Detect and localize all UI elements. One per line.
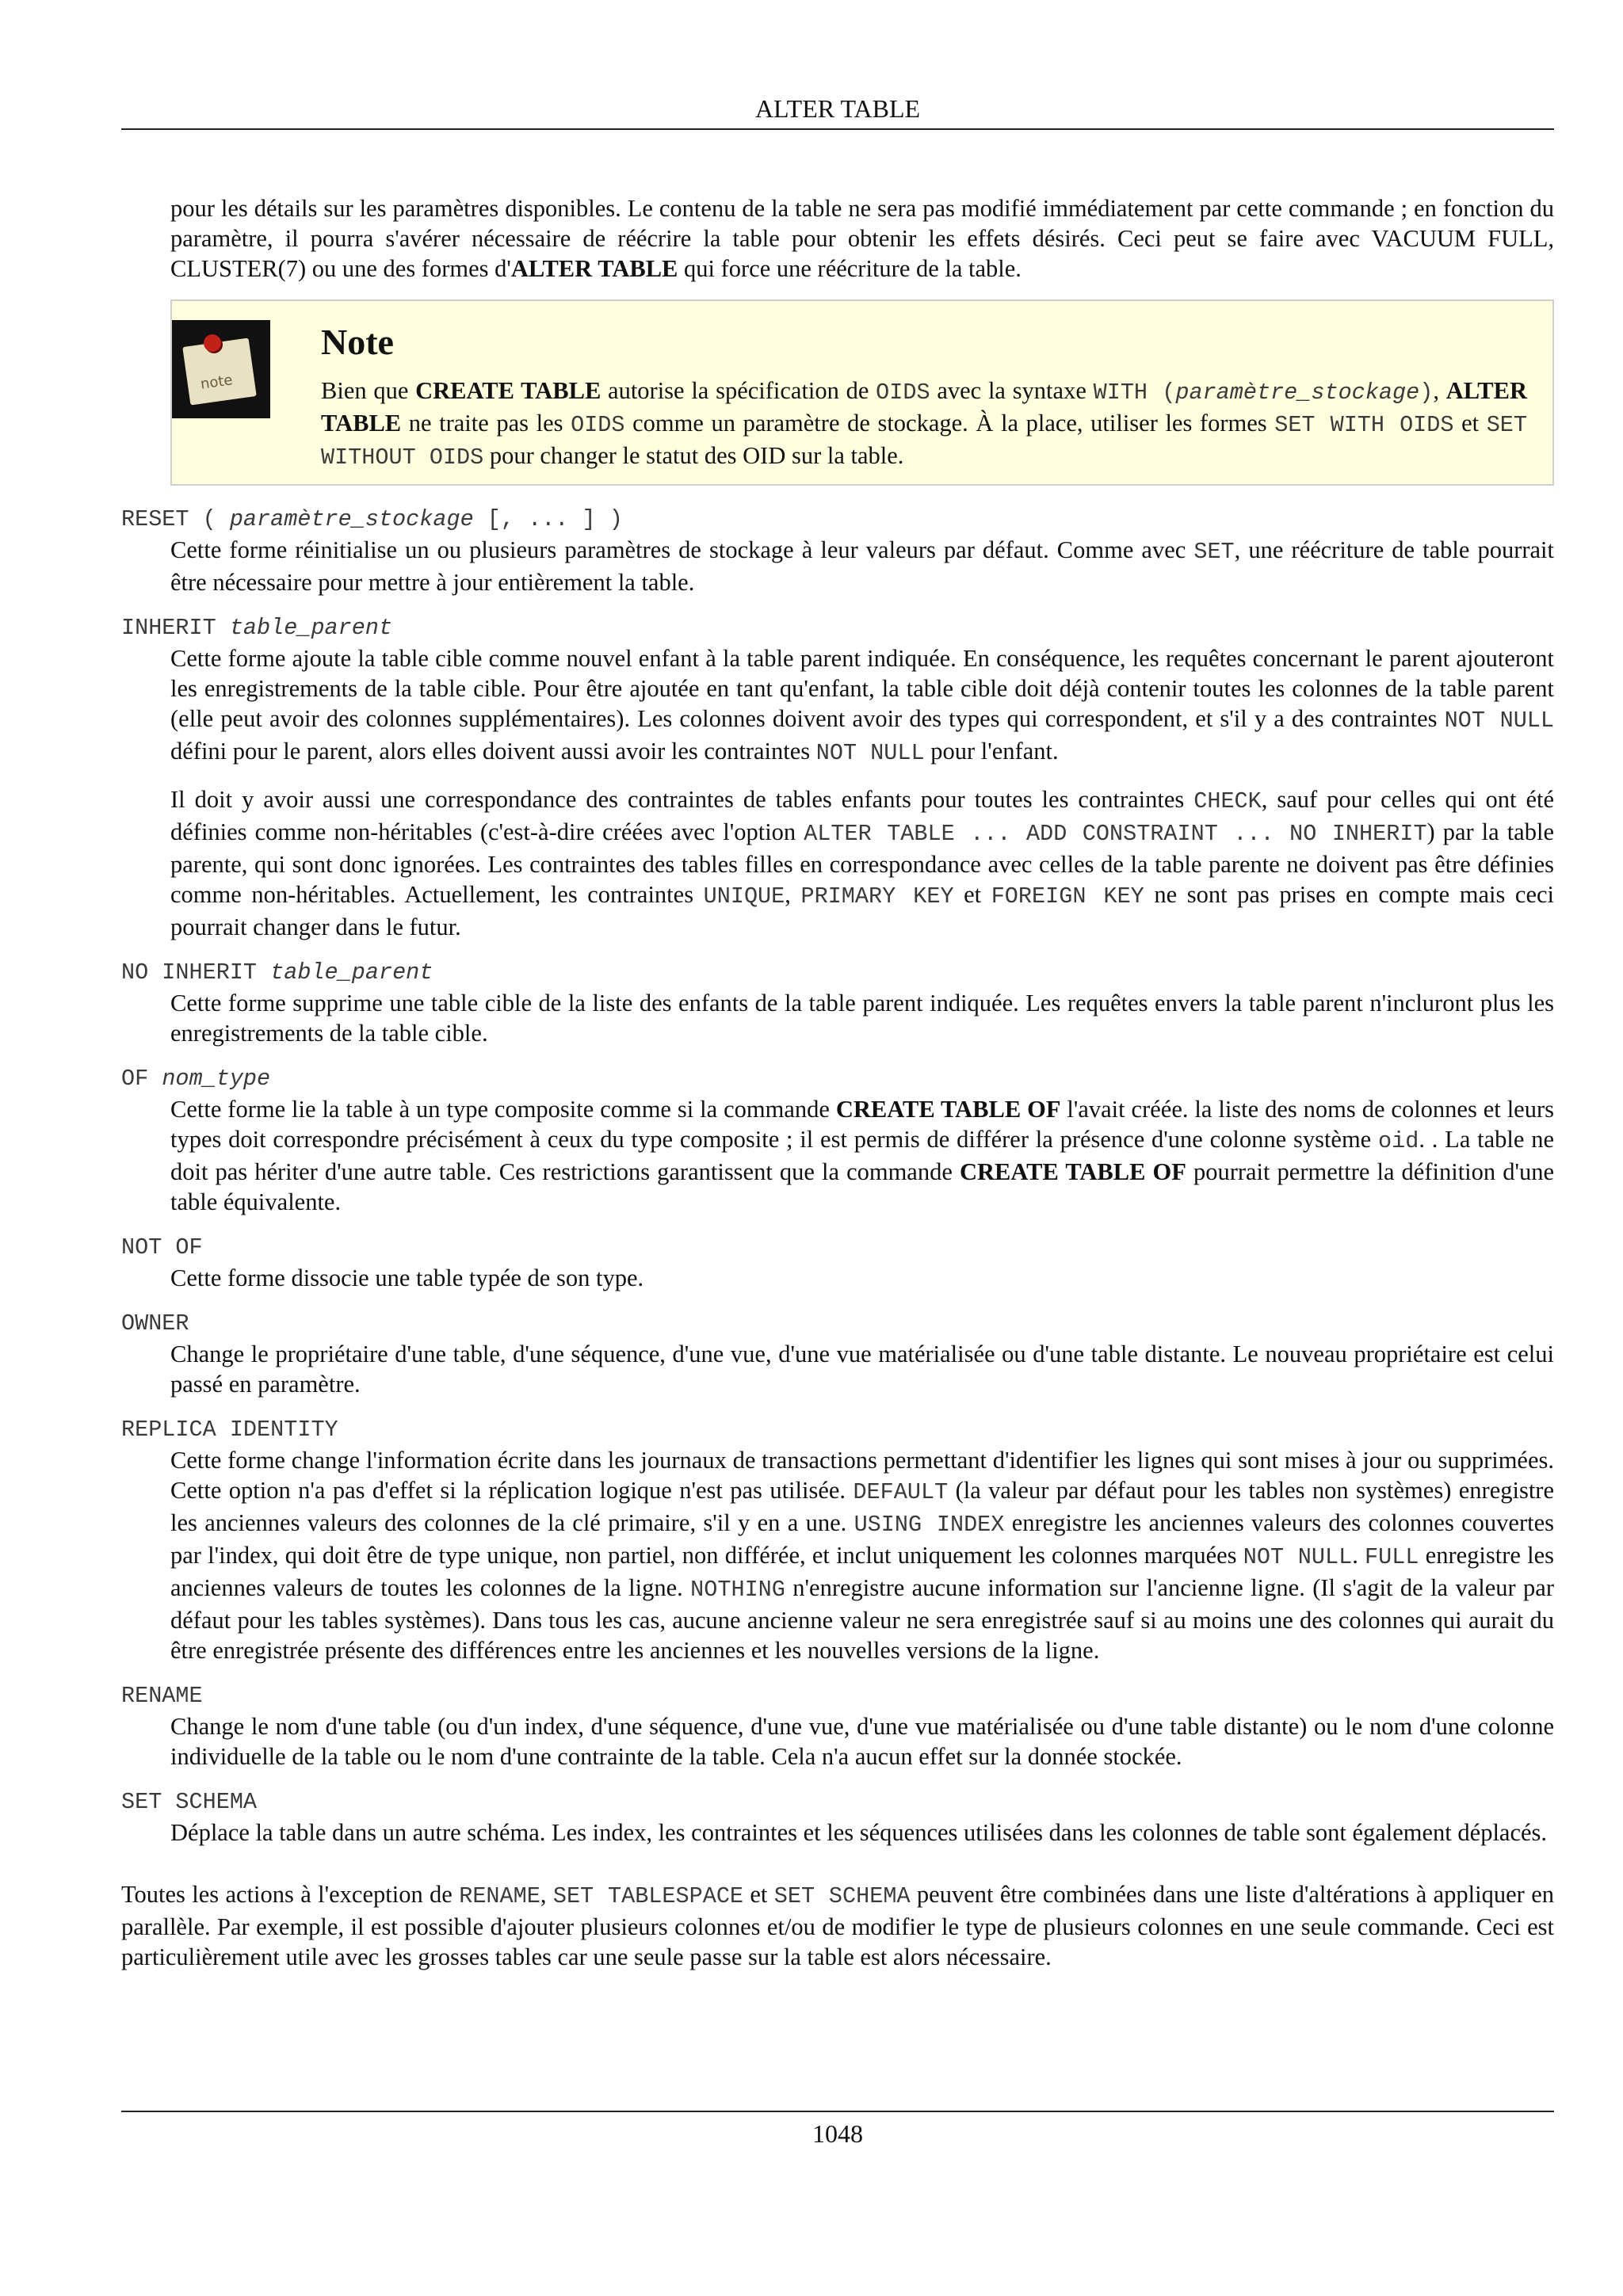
header-rule — [121, 128, 1554, 130]
entry-term — [121, 505, 1554, 535]
note-run: ne traite pas les — [401, 410, 571, 437]
desc-run: enregistre les anciennes valeurs de toutes les colonnes de la ligne. — [170, 1542, 1555, 1601]
term-part: [, ... ] ) — [473, 506, 623, 532]
entry-of — [121, 1064, 1554, 1217]
entry-term — [121, 1064, 1554, 1094]
entry-term: SET SCHEMA — [121, 1789, 258, 1815]
term-part: INHERIT — [121, 615, 230, 641]
desc-run: Cette forme change l'information écrite dans les journaux de transactions permettant d'identifier les lignes qui sont mises à jour ou supprimées. Cette option n'a pas d'effet si la réplication logique n'est pas utilisée. — [170, 1447, 1554, 1504]
desc-run: défini pour le parent, alors elles doivent aussi avoir les contraintes — [170, 738, 816, 765]
note-code: SET WITHOUT OIDS — [321, 412, 1528, 471]
closing-paragraph — [121, 1879, 1554, 1972]
desc-code: NOTHING — [690, 1577, 785, 1603]
intro-text: pour les détails sur les paramètres disponibles. Le contenu de la table ne sera pas modifié immédiatement par cette commande ; en fonction du paramètre, il pourra s'avérer nécessaire de réécrire la table pour obtenir les effets désirés. Ceci peut se faire avec VACUUM FULL, CLUSTER(7) ou une des formes d' — [170, 195, 1554, 282]
note-code: OIDS — [876, 379, 930, 406]
desc-run: (la valeur par défaut pour les tables non systèmes) enregistre les anciennes valeurs des colonnes de la clé primaire, s'il y en a une. — [170, 1477, 1554, 1536]
note-code-param: paramètre_stockage — [1175, 379, 1420, 406]
desc-run: enregistre les anciennes valeurs des colonnes couvertes par l'index, qui doit être de type unique, non partiel, non différée, et inclut uniquement les colonnes marquées — [170, 1509, 1554, 1569]
term-part: NO INHERIT — [121, 959, 271, 986]
note-title: Note — [321, 322, 394, 362]
entry-term: OWNER — [121, 1310, 189, 1337]
entry-term — [121, 613, 1554, 643]
note-command: ALTER TABLE — [321, 377, 1527, 437]
running-header: ALTER TABLE — [754, 94, 921, 123]
desc-run: pourrait permettre la définition d'une table équivalente. — [170, 1158, 1554, 1215]
note-run: Bien que — [321, 377, 416, 404]
closing-run: peuvent être combinées dans une liste d'altérations à appliquer en parallèle. Par exemple, il est possible d'ajouter plusieurs colonnes et/ou de modifier le type de plusieurs colonnes en une seule commande. Ceci est particulièrement utile avec les grosses tables car une seule passe sur la table est alors nécessaire. — [121, 1881, 1554, 1970]
note-code: WITH ( — [1093, 379, 1176, 406]
entry-no-inherit — [121, 958, 1554, 1048]
desc-run: Cette forme ajoute la table cible comme nouvel enfant à la table parent indiquée. En conséquence, les requêtes concernant le parent ajouteront les enregistrements de la table cible. Pour être ajoutée en tant qu'enfant, la table cible doit déjà contenir toutes les colonnes de la table parent (elle peut avoir des colonnes supplémentaires). Les colonnes doivent avoir des types qui correspondent, et s'il y a des contraintes — [170, 645, 1554, 732]
closing-code: SET TABLESPACE — [552, 1883, 744, 1909]
intro-paragraph — [170, 193, 1554, 284]
desc-run: et — [953, 881, 991, 908]
desc-run: n'enregistre aucune information sur l'ancienne ligne. (Il s'agit de la valeur par défaut pour les tables systèmes). Dans tous les cas, aucune ancienne valeur ne sera enregistrée sauf si au moins une des colonnes qui aurait du être enregistrée présente des différences entre les anciennes et les nouvelles versions de la ligne. — [170, 1574, 1554, 1664]
entry-description — [170, 643, 1554, 769]
entry-reset — [121, 505, 1554, 597]
note-code: ) — [1419, 379, 1434, 406]
term-param: nom_type — [162, 1066, 271, 1092]
note-code: SET WITH OIDS — [1274, 412, 1454, 438]
desc-code: FOREIGN KEY — [991, 883, 1144, 910]
entry-description: Change le nom d'une table (ou d'un index, d'une séquence, d'une vue, d'une vue matérialisée ou d'une table distante) ou le nom d'une colonne individuelle de la table ou le nom d'une contrainte de la table. Cela n'a aucun effet sur la donnée stockée. — [170, 1713, 1554, 1770]
closing-run: , — [540, 1881, 553, 1908]
desc-code: SET — [1193, 539, 1235, 565]
entry-term — [121, 958, 1554, 988]
entry-description: Déplace la table dans un autre schéma. Les index, les contraintes et les séquences utilisées dans les colonnes de table sont également déplacés. — [170, 1819, 1548, 1846]
term-part: OF — [121, 1066, 162, 1092]
desc-code: PRIMARY KEY — [800, 883, 954, 910]
desc-run: pour l'enfant. — [924, 738, 1059, 765]
note-run: , — [1433, 377, 1446, 404]
desc-run: Il doit y avoir aussi une correspondance des contraintes de tables enfants pour toutes les contraintes — [170, 786, 1194, 813]
desc-code: NOT NULL — [815, 740, 925, 766]
note-command: CREATE TABLE — [415, 377, 601, 404]
page-number: 1048 — [812, 2119, 863, 2148]
term-param: paramètre_stockage — [229, 506, 474, 532]
desc-run: , une réécriture de table pourrait être nécessaire pour mettre à jour entièrement la table. — [170, 536, 1554, 596]
intro-command: ALTER TABLE — [510, 255, 678, 282]
entry-replica-identity — [121, 1415, 1554, 1665]
entry-not-of — [121, 1233, 1554, 1293]
desc-code: CHECK — [1193, 788, 1262, 814]
closing-run: et — [743, 1881, 774, 1908]
note-run: autorise la spécification de — [601, 377, 876, 404]
desc-code: USING INDEX — [854, 1512, 1005, 1538]
entry-description — [170, 784, 1554, 942]
note-code: OIDS — [571, 412, 625, 438]
entry-description: Change le propriétaire d'une table, d'une séquence, d'une vue, d'une vue matérialisée ou d'une table distante. Le nouveau propriétaire est celui passé en paramètre. — [170, 1341, 1554, 1398]
entry-description — [170, 535, 1554, 597]
desc-command: CREATE TABLE OF — [959, 1158, 1186, 1185]
page-body — [121, 193, 1554, 1972]
note-icon — [172, 320, 270, 418]
intro-text-end: qui force une réécriture de la table. — [678, 255, 1022, 282]
entry-description: Cette forme dissocie une table typée de son type. — [170, 1264, 644, 1291]
desc-run: Cette forme lie la table à un type composite comme si la commande — [170, 1096, 836, 1123]
desc-run: l'avait créée. la liste des noms de colonnes et leurs types doit correspondre précisément à ceux du type composite ; il est permis de différer la présence d'une colonne système — [170, 1096, 1554, 1153]
desc-run: Cette forme réinitialise un ou plusieurs paramètres de stockage à leur valeurs par défaut. Comme avec — [170, 536, 1194, 563]
note-box — [170, 299, 1554, 486]
footer-rule — [121, 2111, 1554, 2112]
desc-code: FULL — [1365, 1544, 1419, 1570]
closing-code: RENAME — [459, 1883, 540, 1909]
note-text — [321, 376, 1527, 473]
note-run: et — [1453, 410, 1487, 437]
entry-owner — [121, 1309, 1554, 1399]
pushpin-shape — [204, 334, 221, 352]
note-run: comme un paramètre de stockage. À la place, utiliser les formes — [624, 410, 1275, 437]
desc-run: , sauf pour celles qui ont été définies comme non-héritables (c'est-à-dire créées avec l'option — [170, 786, 1554, 845]
desc-run: . — [1352, 1542, 1365, 1569]
entry-description: Cette forme supprime une table cible de la liste des enfants de la table parent indiquée. Les requêtes envers la table parent n'incluront plus les enregistrements de la table cible. — [170, 990, 1554, 1047]
note-icon-lettering: note — [199, 372, 234, 393]
term-param: table_parent — [270, 959, 433, 986]
entry-term: REPLICA IDENTITY — [121, 1417, 338, 1443]
desc-code: UNIQUE — [703, 883, 785, 910]
entry-set-schema — [121, 1787, 1554, 1848]
desc-run: ) par la table parente, qui sont donc ignorées. Les contraintes des tables filles en correspondance avec celles de la table parente ne doivent pas être définies comme non-héritables. Actuellement, les contraintes — [170, 818, 1554, 908]
desc-run: , — [785, 881, 801, 908]
desc-code: ALTER TABLE ... ADD CONSTRAINT ... NO INHERIT — [804, 821, 1427, 847]
entry-term: RENAME — [121, 1683, 203, 1709]
desc-run: ne sont pas prises en compte mais ceci pourrait changer dans le futur. — [170, 881, 1555, 940]
closing-code: SET SCHEMA — [773, 1883, 911, 1909]
desc-code: DEFAULT — [853, 1479, 949, 1505]
desc-code: NOT NULL — [1243, 1544, 1353, 1570]
desc-code: NOT NULL — [1444, 707, 1555, 734]
desc-code: oid — [1378, 1128, 1419, 1154]
closing-run: Toutes les actions à l'exception de — [121, 1881, 460, 1908]
entry-rename — [121, 1681, 1554, 1772]
desc-run: . . La table ne doit pas hériter d'une autre table. Ces restrictions garantissent que la commande — [170, 1126, 1555, 1185]
entry-term: NOT OF — [121, 1234, 203, 1261]
entry-description — [170, 1094, 1554, 1217]
term-part: RESET ( — [121, 506, 230, 532]
desc-command: CREATE TABLE OF — [835, 1096, 1061, 1123]
note-run: pour changer le statut des OID sur la table. — [483, 442, 904, 469]
entry-description — [170, 1445, 1554, 1665]
note-run: avec la syntaxe — [930, 377, 1094, 404]
entry-inherit — [121, 613, 1554, 942]
term-param: table_parent — [229, 615, 393, 641]
